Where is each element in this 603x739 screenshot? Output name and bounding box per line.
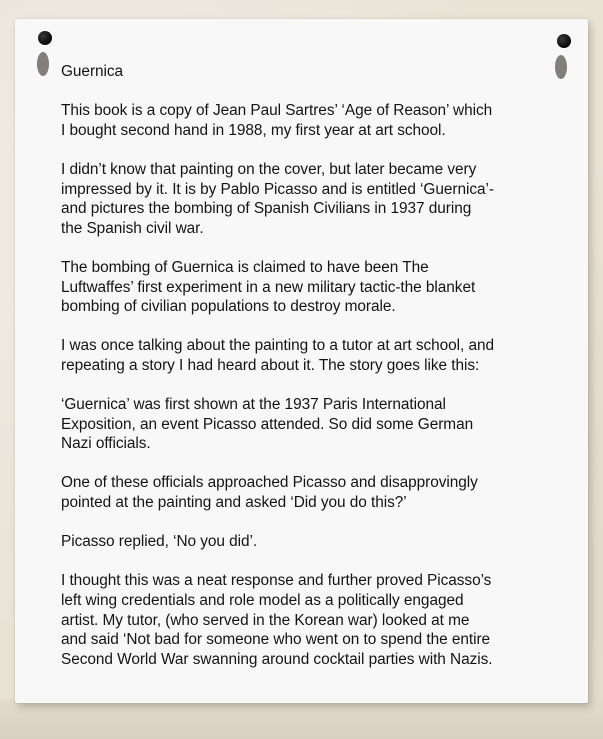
paragraph-painting: I didn’t know that painting on the cover, but later became very impressed by it. It is by Pablo Picasso and is entitled ‘Guernica’- and pictures the bombing of Spanish Civilians in 1937 during the Spanish civil war. [61, 160, 494, 237]
paragraph-reply: Picasso replied, ‘No you did’. [61, 533, 258, 551]
left-pin-shadow [37, 52, 49, 76]
paragraph-bombing: The bombing of Guernica is claimed to have been The Luftwaffes’ first experiment in a new military tactic-the blanket bombing of civilian populations to destroy morale. [61, 258, 476, 316]
wall-background [0, 699, 603, 739]
paragraph-conclusion: I thought this was a neat response and further proved Picasso’s left wing credentials and role model as a politically engaged artist. My tutor, (who served in the Korean war) looked at me and said ‘Not bad for someone who went on to spend the entire Second World War swanning around cocktail parties with Nazis. [61, 572, 493, 668]
right-push-pin-icon [557, 34, 571, 48]
paragraph-book: This book is a copy of Jean Paul Sartres’ ‘Age of Reason’ which I bought second hand in 1988, my first year at art school. [61, 102, 493, 139]
paragraph-officials: One of these officials approached Picasso and disapprovingly pointed at the painting and asked ‘Did you do this?’ [61, 474, 478, 512]
note-text [61, 62, 581, 689]
left-push-pin-icon [38, 31, 52, 45]
note-title: Guernica [61, 63, 124, 80]
paragraph-tutor: I was once talking about the painting to a tutor at art school, and repeating a story I had heard about it. The story goes like this: [61, 337, 494, 374]
paragraph-exposition: ‘Guernica’ was first shown at the 1937 Paris International Exposition, an event Picasso attended. So did some German Nazi officials. [61, 396, 474, 453]
